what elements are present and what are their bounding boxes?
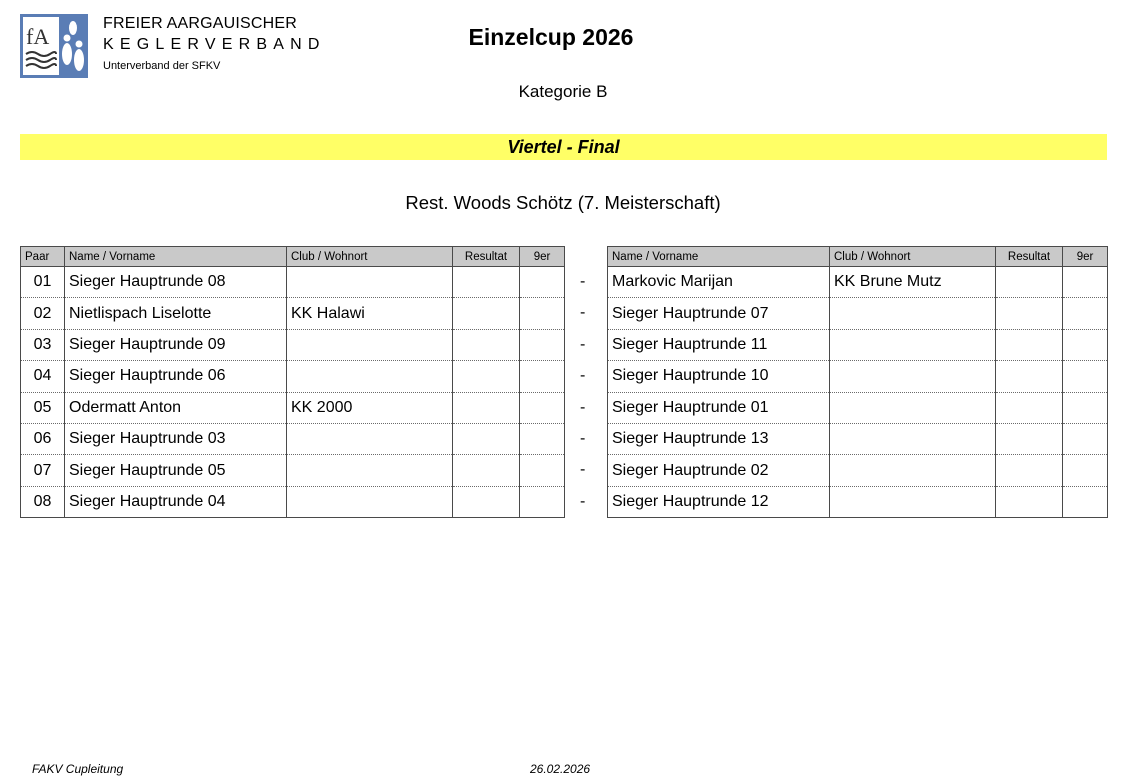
nine-cell [1063,423,1108,454]
result-cell [453,267,520,298]
round-banner: Viertel - Final [20,134,1107,160]
pair-separator: - [580,461,586,479]
result-cell [996,361,1063,392]
result-cell [453,486,520,517]
player-club: KK 2000 [287,392,453,423]
player-name: Sieger Hauptrunde 09 [65,329,287,360]
result-cell [996,486,1063,517]
table-row [21,298,565,329]
player-club [830,486,996,517]
nine-cell [520,455,565,486]
player-club [830,455,996,486]
table-row [608,455,1108,486]
player-club [287,486,453,517]
player-club [287,423,453,454]
player-name: Sieger Hauptrunde 05 [65,455,287,486]
result-cell [996,455,1063,486]
table-row [21,361,565,392]
category-label: Kategorie B [518,82,608,101]
col-header-9er: 9er [1063,247,1108,267]
nine-cell [520,329,565,360]
pair-separator: - [580,335,586,353]
nine-cell [520,361,565,392]
table-row [21,423,565,454]
pair-separator: - [580,273,586,290]
pair-number: 08 [21,486,65,517]
table-header-row [21,247,565,267]
player-name: Sieger Hauptrunde 11 [608,329,830,360]
result-cell [996,423,1063,454]
col-header-name: Name / Vorname [65,247,287,267]
svg-text:fA: fA [26,24,50,49]
pair-separator: - [580,398,586,416]
nine-cell [1063,267,1108,298]
col-header-name: Name / Vorname [608,247,830,267]
nine-cell [1063,392,1108,423]
pairings-table-left [20,246,565,518]
pair-number: 05 [21,392,65,423]
player-name: Sieger Hauptrunde 03 [65,423,287,454]
nine-cell [1063,361,1108,392]
player-name: Sieger Hauptrunde 06 [65,361,287,392]
result-cell [996,329,1063,360]
nine-cell [1063,329,1108,360]
player-club [830,392,996,423]
table-row [608,486,1108,517]
player-club [830,423,996,454]
player-name: Sieger Hauptrunde 01 [608,392,830,423]
pair-number: 04 [21,361,65,392]
result-cell [453,329,520,360]
player-name: Sieger Hauptrunde 04 [65,486,287,517]
table-row [21,329,565,360]
nine-cell [520,486,565,517]
player-club [287,329,453,360]
col-header-resultat: Resultat [996,247,1063,267]
player-name: Sieger Hauptrunde 10 [608,361,830,392]
player-name: Markovic Marijan [608,267,830,298]
pair-separator: - [580,367,586,385]
result-cell [453,361,520,392]
org-subtitle: Unterverband der SFKV [103,60,221,72]
pair-separator: - [580,492,586,510]
pair-number: 07 [21,455,65,486]
player-club [830,329,996,360]
nine-cell [1063,486,1108,517]
organization-block [103,15,326,73]
table-row [21,455,565,486]
footer-organizer: FAKV Cupleitung [32,762,124,776]
table-row [608,267,1108,298]
col-header-club: Club / Wohnort [830,247,996,267]
table-row [608,392,1108,423]
player-name: Sieger Hauptrunde 02 [608,455,830,486]
col-header-resultat: Resultat [453,247,520,267]
player-club [287,267,453,298]
org-name-line2: KEGLERVERBAND [103,36,326,53]
nine-cell [520,267,565,298]
result-cell [996,267,1063,298]
player-name: Sieger Hauptrunde 12 [608,486,830,517]
pair-number: 02 [21,298,65,329]
nine-cell [520,298,565,329]
result-cell [453,392,520,423]
result-cell [453,298,520,329]
table-row [21,486,565,517]
nine-cell [1063,455,1108,486]
player-name: Nietlispach Liselotte [65,298,287,329]
col-header-club: Club / Wohnort [287,247,453,267]
col-header-paar: Paar [21,247,65,267]
player-name: Odermatt Anton [65,392,287,423]
pairings-table-right [607,246,1108,518]
nine-cell [520,392,565,423]
player-club [830,298,996,329]
nine-cell [1063,298,1108,329]
player-name: Sieger Hauptrunde 07 [608,298,830,329]
table-row [608,298,1108,329]
player-club: KK Halawi [287,298,453,329]
table-row [608,423,1108,454]
table-row [21,392,565,423]
pair-separator: - [580,430,586,447]
venue-label: Rest. Woods Schötz (7. Meisterschaft) [405,192,721,213]
org-name-line1: FREIER AARGAUISCHER [103,15,298,32]
table-row [21,267,565,298]
table-row [608,329,1108,360]
player-club [287,455,453,486]
footer-date: 26.02.2026 [530,762,591,776]
player-club [287,361,453,392]
fakv-logo [20,14,88,78]
player-club [830,361,996,392]
pair-separator: - [580,304,586,322]
table-header-row [608,247,1108,267]
pair-number: 03 [21,329,65,360]
player-name: Sieger Hauptrunde 08 [65,267,287,298]
pair-number: 01 [21,267,65,298]
col-header-9er: 9er [520,247,565,267]
nine-cell [520,423,565,454]
player-name: Sieger Hauptrunde 13 [608,423,830,454]
result-cell [996,298,1063,329]
result-cell [453,423,520,454]
table-row [608,361,1108,392]
result-cell [453,455,520,486]
player-club: KK Brune Mutz [830,267,996,298]
page-title: Einzelcup 2026 [468,24,634,50]
pair-number: 06 [21,423,65,454]
result-cell [996,392,1063,423]
